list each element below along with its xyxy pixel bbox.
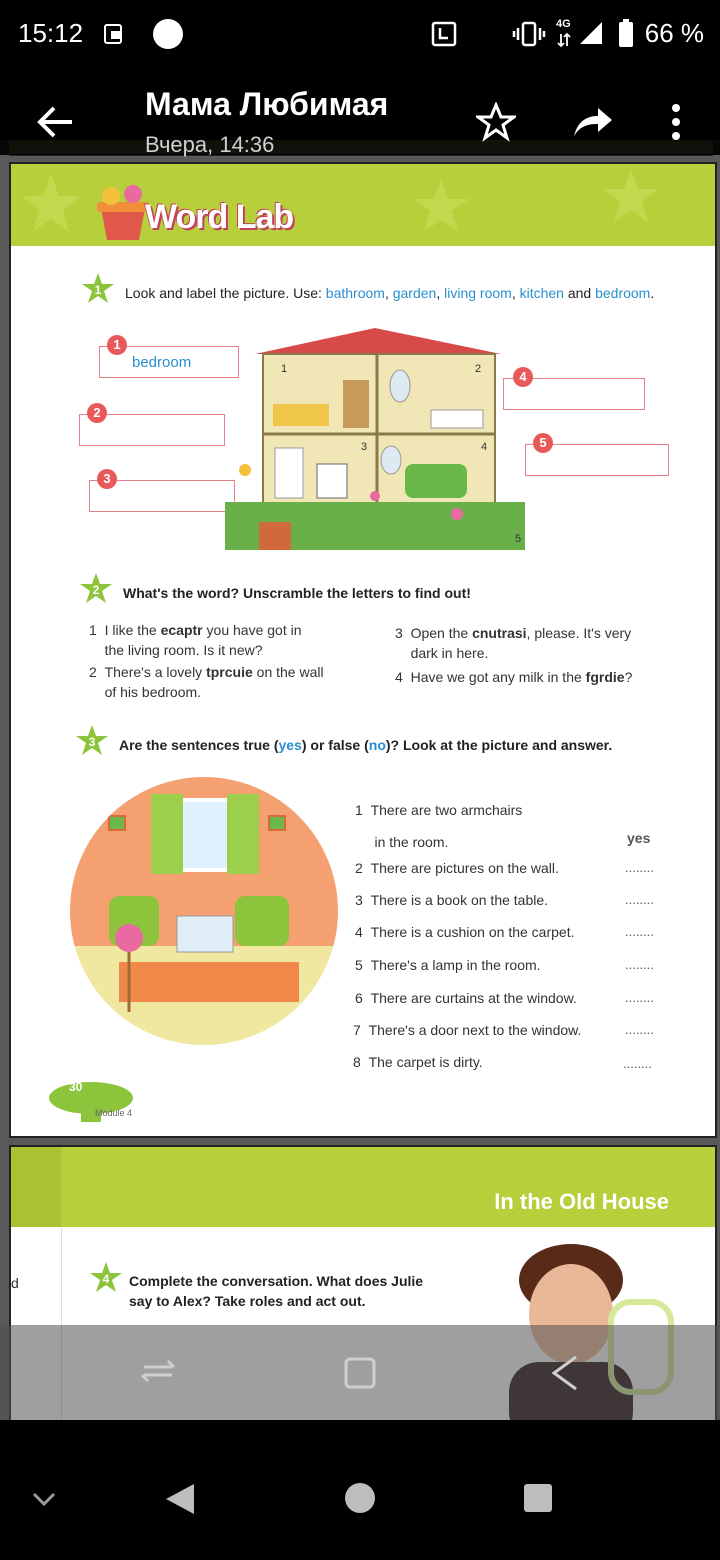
label-number-3: 3 xyxy=(97,469,117,489)
logo-text: Word Lab xyxy=(145,198,294,236)
vibrate-icon xyxy=(512,20,546,48)
ex3-item-5: 5 There's a lamp in the room. xyxy=(355,957,541,973)
page-number: 30 xyxy=(69,1080,83,1094)
signal-icon xyxy=(578,20,604,46)
label-number-1: 1 xyxy=(107,335,127,355)
battery-icon xyxy=(618,18,634,48)
svg-text:1: 1 xyxy=(94,283,102,297)
house-number-3: 3 xyxy=(361,441,368,453)
chevron-down-icon[interactable] xyxy=(30,1490,58,1510)
ex2-item-4: 4 Have we got any milk in the fgrdie? xyxy=(395,669,633,685)
sender-name: Мама Любимая xyxy=(145,86,389,122)
ex2-item-1: 1 I like the ecaptr you have got in the living room. Is it new? xyxy=(89,622,302,658)
label-number-5: 5 xyxy=(533,433,553,453)
ex3-item-2: 2 There are pictures on the wall. xyxy=(355,860,559,876)
house-number-5: 5 xyxy=(515,533,522,545)
living-room-illustration xyxy=(69,776,339,1046)
ex2-item-2: 2 There's a lovely tprcuie on the wall of his bedroom. xyxy=(89,664,324,700)
label-number-2: 2 xyxy=(87,403,107,423)
flowerpot-logo-icon xyxy=(93,184,153,244)
sent-time: Вчера, 14:36 xyxy=(145,132,275,157)
ex3-item-1: 1 There are two armchairs in the room. xyxy=(355,802,523,850)
ex3-item-7: 7 There's a door next to the window. xyxy=(353,1022,582,1038)
ex3-item-3: 3 There is a book on the table. xyxy=(355,892,549,908)
ex3-answer-3[interactable]: ........ xyxy=(625,892,654,907)
page2-header-title: In the Old House xyxy=(494,1189,669,1214)
star-favorite-icon[interactable] xyxy=(476,102,516,142)
module-label: Module 4 xyxy=(95,1108,133,1118)
share-forward-icon[interactable] xyxy=(570,104,614,140)
app-bar xyxy=(0,70,720,155)
ex3-item-8: 8 The carpet is dirty. xyxy=(353,1054,483,1070)
ex2-item-3: 3 Open the cnutrasi, please. It's very dark in here. xyxy=(395,625,632,661)
system-nav-bar xyxy=(0,1420,720,1560)
ex3-answer-7[interactable]: ........ xyxy=(625,1022,654,1037)
exercise-3-instruction: Are the sentences true (yes) or false (no)? Look at the picture and answer. xyxy=(119,737,613,753)
nav-recents-icon[interactable] xyxy=(522,1482,554,1514)
overlay-back-icon[interactable] xyxy=(546,1353,582,1393)
exercise-3-star-icon xyxy=(75,724,109,758)
ex3-answer-5[interactable]: ........ xyxy=(625,957,654,972)
nav-back-icon[interactable] xyxy=(162,1480,196,1518)
page2-left-bar xyxy=(11,1147,61,1227)
data-arrows-icon xyxy=(556,32,572,48)
ex3-item-4: 4 There is a cushion on the carpet. xyxy=(355,924,575,940)
exercise-4-instruction: Complete the conversation. What does Julie say to Alex? Take roles and act out. xyxy=(129,1273,424,1309)
image-viewer[interactable] xyxy=(0,140,720,1420)
page-header-band xyxy=(11,164,715,246)
page2-left-letter: d xyxy=(11,1275,19,1291)
more-options-icon[interactable] xyxy=(668,102,684,142)
ex3-answer-2[interactable]: ........ xyxy=(625,860,654,875)
label-number-4: 4 xyxy=(513,367,533,387)
svg-text:2: 2 xyxy=(92,583,100,597)
house-number-1: 1 xyxy=(281,363,288,375)
network-type: 4G xyxy=(556,18,571,30)
svg-text:4: 4 xyxy=(102,1272,110,1286)
battery-percent: 66 % xyxy=(644,18,704,48)
house-illustration xyxy=(225,324,525,564)
back-arrow-icon[interactable] xyxy=(36,104,76,140)
viewer-overlay-nav xyxy=(0,1325,720,1420)
crop-square-icon[interactable] xyxy=(342,1355,378,1391)
exercise-1-star-icon xyxy=(81,272,115,306)
exercise-4-star-icon xyxy=(89,1261,123,1295)
ex3-answer-4[interactable]: ........ xyxy=(625,924,654,939)
ex3-answer-1[interactable]: yes xyxy=(627,830,651,846)
exercise-2-star-icon xyxy=(79,572,113,606)
ex3-answer-8[interactable]: ........ xyxy=(623,1056,652,1071)
exercise-2-instruction: What's the word? Unscramble the letters to find out! xyxy=(123,585,471,601)
label-box-1[interactable]: bedroom xyxy=(99,346,239,378)
svg-text:3: 3 xyxy=(88,735,96,749)
ex3-answer-6[interactable]: ........ xyxy=(625,990,654,1005)
nav-home-icon[interactable] xyxy=(344,1482,376,1514)
page2-header-band xyxy=(11,1147,715,1227)
workbook-page-30 xyxy=(9,162,717,1138)
exercise-1-instruction: Look and label the picture. Use: bathroom, garden, living room, kitchen and bedroom. xyxy=(125,285,655,301)
house-number-2: 2 xyxy=(475,363,482,375)
house-number-4: 4 xyxy=(481,441,488,453)
screenshot-notification-icon xyxy=(102,22,126,46)
status-time: 15:12 xyxy=(18,18,84,48)
ex3-item-6: 6 There are curtains at the window. xyxy=(355,990,577,1006)
status-bar xyxy=(0,0,720,70)
nfc-icon xyxy=(430,20,458,48)
rotate-icon[interactable] xyxy=(140,1353,176,1389)
dot-notification-icon xyxy=(152,18,184,50)
